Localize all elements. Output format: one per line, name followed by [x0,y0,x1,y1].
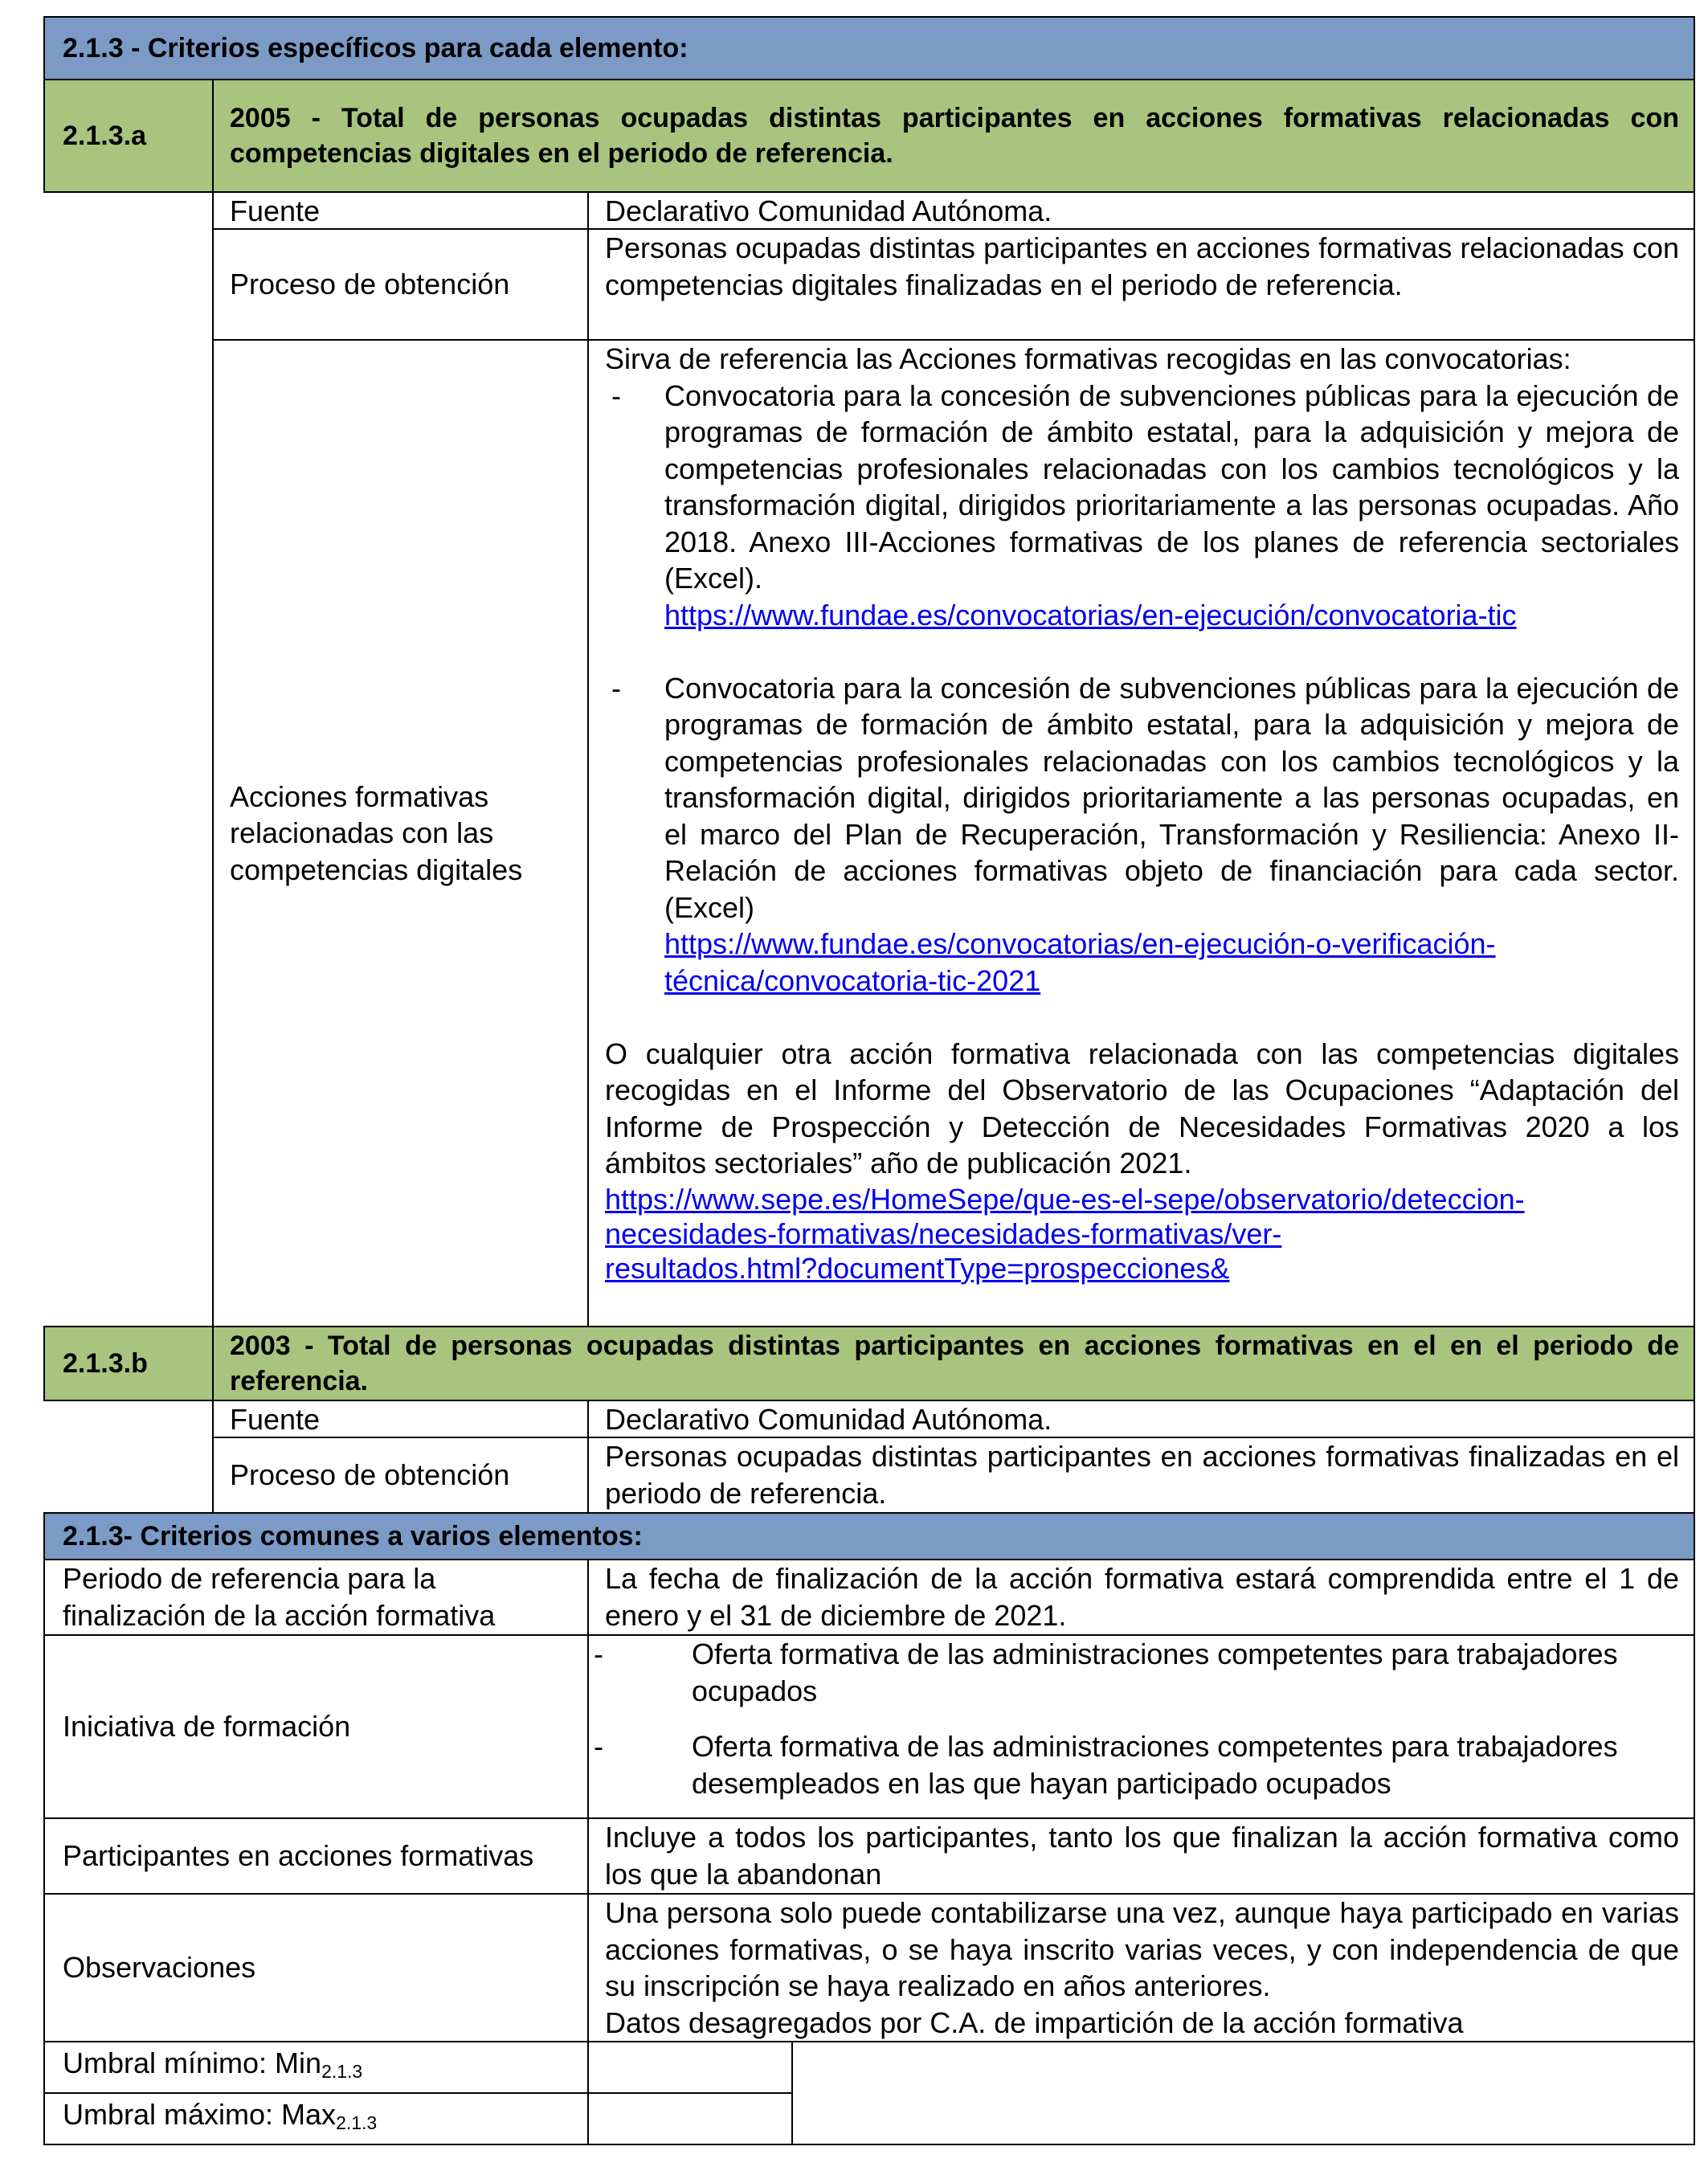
participantes-value [587,1817,1695,1895]
a-bullet-1-text: Convocatoria para la concesión de subvenciones públicas para la ejecución de programas de formación de ámbito estatal, para la adquisición y mejora de competencias profesionales relacionadas con los cambios tecnológicos y la transformación digital, dirigidos prioritariamente a las personas ocupadas. Año 2018. Anexo III-Acciones formativas de los planes de referencia sectoriales (Excel). [664,378,1679,595]
umbral-min-sub: 2.1.3 [321,2060,363,2082]
a-acciones-value [587,339,1695,1327]
section-header [43,16,1695,80]
bullet-dash: - [594,1637,603,1670]
participantes-value-text: Incluye a todos los participantes, tanto los que finalizan la acción formativa como los que la abandonan [605,1821,1679,1891]
a-bullet-2 [605,670,1679,1000]
element-a-title-text: 2005 - Total de personas ocupadas distintas participantes en acciones formativas relacionadas con competencias digitales en el periodo de referencia. [230,103,1679,169]
a-proceso-label [212,228,589,341]
a-otra-text: O cualquier otra acción formativa relacionada con las competencias digitales recogidas en el Informe del Observatorio de las Ocupaciones “Adaptación del Informe de Prospección y Detección de Necesidades Formativas 2020 a los ámbitos sectoriales” año de publicación 2021. [605,1036,1679,1179]
bullet-dash: - [611,671,621,705]
b-proceso-label [212,1437,589,1514]
a-proceso-label-text: Proceso de obtención [230,268,510,301]
a-proceso-value [587,228,1695,341]
periodo-label [43,1559,589,1636]
participantes-label [43,1817,589,1895]
b-fuente-label [212,1400,589,1438]
b-fuente-value-text: Declarativo Comunidad Autónoma. [605,1403,1052,1436]
common-header-text: 2.1.3- Criterios comunes a varios elementos: [63,1521,643,1552]
a-link-3-line-2[interactable]: necesidades-formativas/necesidades-formativas/ver- [605,1216,1282,1250]
umbral-max-label-text: Umbral máximo: Max [63,2097,337,2131]
element-a-title [212,79,1695,193]
periodo-value-text: La fecha de finalización de la acción formativa estará comprendida entre el 1 de enero y el 31 de diciembre de 2021. [605,1562,1679,1632]
a-acciones-label [212,339,589,1327]
b-fuente-value [587,1400,1695,1438]
participantes-label-text: Participantes en acciones formativas [63,1839,534,1873]
a-link-2-line-2[interactable]: técnica/convocatoria-tic-2021 [664,963,1041,997]
b-proceso-value-text: Personas ocupadas distintas participantes en acciones formativas finalizadas en el periodo de referencia. [605,1440,1679,1510]
a-fuente-value [587,191,1695,230]
umbral-max-label [43,2092,589,2145]
a-fuente-label-text: Fuente [230,194,321,227]
iniciativa-bullet-2-text: Oferta formativa de las administraciones competentes para trabajadores desempleados en las que hayan participado ocupados [692,1730,1618,1800]
element-b-title [212,1326,1695,1401]
a-bullet-2-text: Convocatoria para la concesión de subvenciones públicas para la ejecución de programas de formación de ámbito estatal, para la adquisición y mejora de competencias profesionales relacionadas con los cambios tecnológicos y la transformación digital, dirigidos prioritariamente a las personas ocupadas, en el marco del Plan de Recuperación, Transformación y Resiliencia: Anexo II-Relación de acciones formativas objeto de financiación para cada sector. (Excel) [664,671,1679,924]
iniciativa-bullet-1 [594,1636,1679,1709]
periodo-label-text: Periodo de referencia para la finalización de la acción formativa [63,1562,496,1632]
observaciones-value [587,1893,1695,2042]
a-fuente-value-text: Declarativo Comunidad Autónoma. [605,194,1052,227]
umbral-min-value[interactable] [587,2041,793,2094]
element-a-code [43,79,214,193]
bullet-dash: - [611,378,621,412]
a-proceso-value-text: Personas ocupadas distintas participantes en acciones formativas relacionadas con competencias digitales finalizadas en el periodo de referencia. [605,231,1679,301]
a-link-2-line-1[interactable]: https://www.fundae.es/convocatorias/en-ejecución-o-verificación- [664,927,1496,960]
b-proceso-label-text: Proceso de obtención [230,1458,510,1492]
a-link-3-line-1[interactable]: https://www.sepe.es/HomeSepe/que-es-el-sepe/observatorio/deteccion- [605,1182,1525,1216]
a-bullet-1 [605,378,1679,634]
iniciativa-bullet-1-text: Oferta formativa de las administraciones competentes para trabajadores ocupados [692,1637,1618,1707]
a-link-3-line-3[interactable]: resultados.html?documentType=prospecciones& [605,1251,1230,1285]
element-b-title-text: 2003 - Total de personas ocupadas distintas participantes en acciones formativas en el en el periodo de referencia. [230,1331,1679,1396]
iniciativa-label [43,1634,589,1819]
observaciones-value-1: Una persona solo puede contabilizarse una vez, aunque haya participado en varias acciones formativas, o se haya inscrito varias veces, y con independencia de que su inscripción se haya realizado en años anteriores. [605,1896,1679,2002]
periodo-value [587,1559,1695,1636]
a-acciones-label-text: Acciones formativas relacionadas con las competencias digitales [230,779,523,886]
umbral-empty-cell [791,2041,1695,2145]
iniciativa-label-text: Iniciativa de formación [63,1710,351,1744]
bullet-dash: - [594,1730,603,1763]
umbral-max-sub: 2.1.3 [336,2112,378,2133]
b-fuente-label-text: Fuente [230,1403,321,1436]
element-a-code-text: 2.1.3.a [63,121,146,151]
umbral-max-value[interactable] [587,2092,793,2145]
observaciones-label-text: Observaciones [63,1951,256,1985]
a-fuente-label [212,191,589,230]
b-proceso-value [587,1437,1695,1514]
element-b-code-text: 2.1.3.b [63,1348,148,1379]
a-acciones-intro: Sirva de referencia las Acciones formativas recogidas en las convocatorias: [605,342,1571,375]
section-header-text: 2.1.3 - Criterios específicos para cada elemento: [63,33,689,63]
iniciativa-value [587,1634,1695,1819]
iniciativa-bullet-2 [594,1728,1679,1801]
umbral-min-label [43,2041,589,2094]
observaciones-label [43,1893,589,2042]
a-link-1[interactable]: https://www.fundae.es/convocatorias/en-ejecución/convocatoria-tic [664,598,1517,632]
common-header [43,1512,1695,1560]
umbral-min-label-text: Umbral mínimo: Min [63,2046,322,2079]
observaciones-value-2: Datos desagregados por C.A. de impartición de la acción formativa [605,2005,1464,2039]
element-b-code [43,1326,214,1401]
